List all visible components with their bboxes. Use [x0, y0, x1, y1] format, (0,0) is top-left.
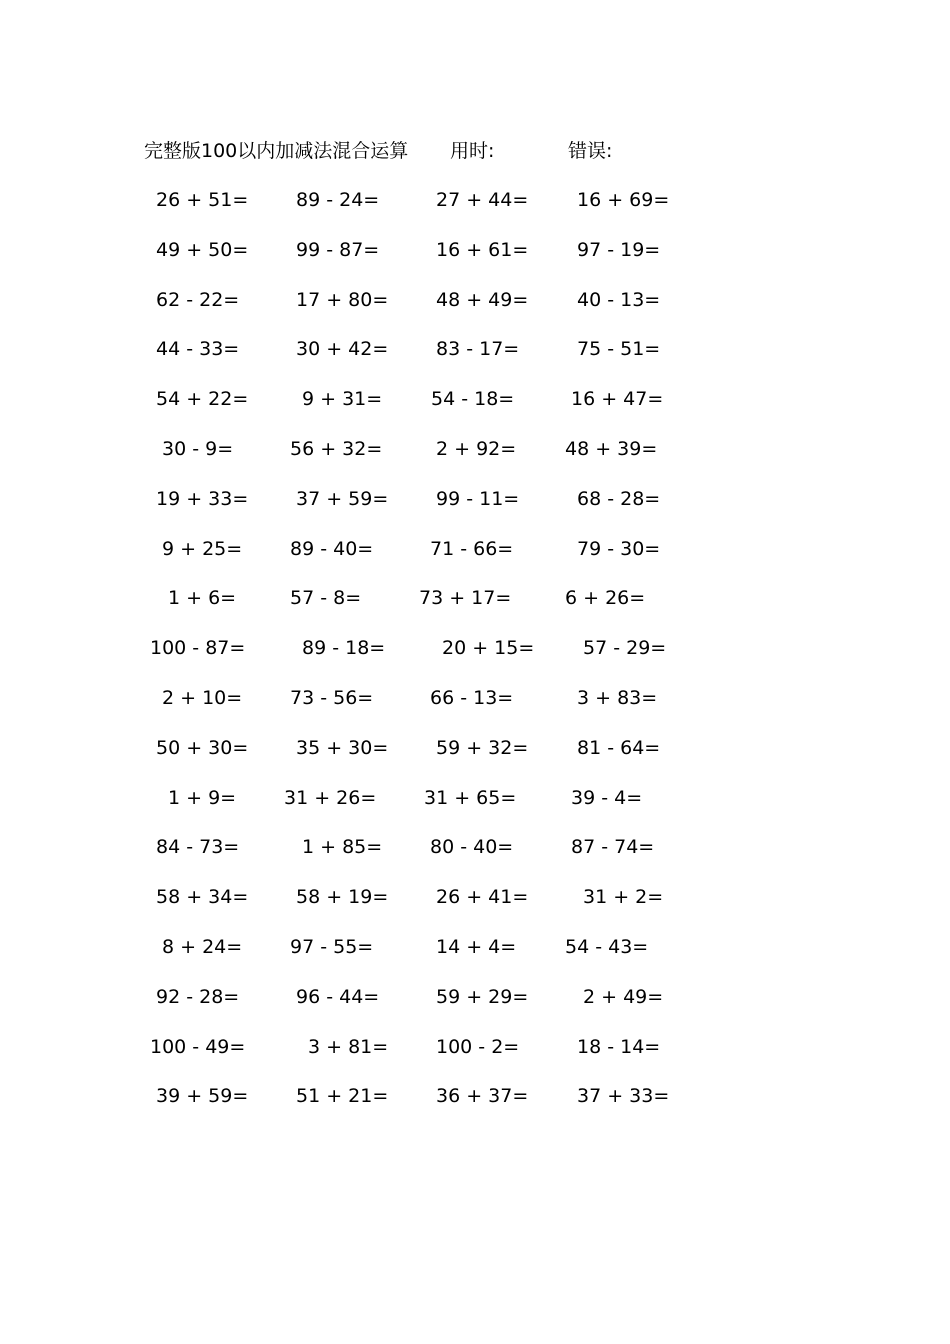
arithmetic-problem: 6 + 26=: [565, 587, 646, 610]
arithmetic-problem: 97 - 19=: [577, 238, 661, 261]
arithmetic-problem: 16 + 69=: [577, 189, 670, 211]
arithmetic-problem: 58 + 34=: [156, 886, 249, 909]
arithmetic-problem: 89 - 18=: [302, 637, 386, 660]
arithmetic-problem: 2 + 49=: [583, 985, 664, 1008]
problem-row: [0, 1032, 950, 1082]
arithmetic-problem: 73 - 56=: [290, 686, 374, 709]
arithmetic-problem: 44 - 33=: [156, 338, 240, 361]
arithmetic-problem: 100 - 49=: [150, 1035, 246, 1058]
arithmetic-problem: 80 - 40=: [430, 836, 514, 859]
problem-row: [0, 384, 950, 434]
arithmetic-problem: 50 + 30=: [156, 736, 249, 759]
arithmetic-problem: 2 + 10=: [162, 686, 243, 709]
arithmetic-problem: 100 - 87=: [150, 637, 246, 660]
arithmetic-problem: 3 + 81=: [308, 1035, 389, 1058]
arithmetic-problem: 59 + 29=: [436, 985, 529, 1008]
arithmetic-problem: 96 - 44=: [296, 985, 380, 1008]
arithmetic-problem: 59 + 32=: [436, 736, 529, 759]
arithmetic-problem: 81 - 64=: [577, 736, 661, 759]
arithmetic-problem: 3 + 83=: [577, 686, 658, 709]
problem-row: [0, 832, 950, 882]
arithmetic-problem: 16 + 61=: [436, 238, 529, 261]
arithmetic-problem: 54 + 22=: [156, 388, 249, 411]
arithmetic-problem: 9 + 31=: [302, 388, 383, 411]
arithmetic-problem: 49 + 50=: [156, 238, 249, 261]
arithmetic-problem: 71 - 66=: [430, 537, 514, 560]
arithmetic-problem: 1 + 9=: [168, 786, 237, 809]
problem-row: [0, 185, 950, 235]
arithmetic-problem: 30 - 9=: [162, 437, 234, 460]
arithmetic-problem: 18 - 14=: [577, 1035, 661, 1058]
arithmetic-problem: 87 - 74=: [571, 836, 655, 859]
arithmetic-problem: 83 - 17=: [436, 338, 520, 361]
arithmetic-problem: 57 - 29=: [583, 637, 667, 660]
arithmetic-problem: 20 + 15=: [442, 637, 535, 660]
problem-row: [0, 484, 950, 534]
arithmetic-problem: 66 - 13=: [430, 686, 514, 709]
problem-row: [0, 882, 950, 932]
arithmetic-problem: 99 - 11=: [436, 487, 520, 510]
arithmetic-problem: 84 - 73=: [156, 836, 240, 859]
worksheet-title: 完整版100以内加减法混合运算: [144, 140, 409, 162]
error-count-label: 错误:: [568, 140, 613, 162]
arithmetic-problem: 17 + 80=: [296, 288, 389, 311]
problem-row: [0, 534, 950, 584]
arithmetic-problem: 57 - 8=: [290, 587, 362, 610]
arithmetic-problem: 39 + 59=: [156, 1085, 249, 1108]
problem-row: [0, 583, 950, 633]
arithmetic-problem: 48 + 39=: [565, 437, 658, 460]
arithmetic-problem: 58 + 19=: [296, 886, 389, 909]
arithmetic-problem: 31 + 2=: [583, 886, 664, 909]
arithmetic-problem: 31 + 65=: [424, 786, 517, 809]
arithmetic-problem: 26 + 51=: [156, 189, 249, 211]
problem-row: [0, 235, 950, 285]
arithmetic-problem: 48 + 49=: [436, 288, 529, 311]
problem-row: [0, 1081, 950, 1131]
arithmetic-problem: 9 + 25=: [162, 537, 243, 560]
problem-row: [0, 633, 950, 683]
arithmetic-problem: 35 + 30=: [296, 736, 389, 759]
arithmetic-problem: 89 - 40=: [290, 537, 374, 560]
arithmetic-problem: 73 + 17=: [419, 587, 512, 610]
arithmetic-problem: 92 - 28=: [156, 985, 240, 1008]
problem-row: [0, 783, 950, 833]
arithmetic-problem: 100 - 2=: [436, 1035, 520, 1058]
problem-row: [0, 334, 950, 384]
time-used-label: 用时:: [450, 140, 495, 162]
arithmetic-problem: 97 - 55=: [290, 935, 374, 958]
problem-row: [0, 733, 950, 783]
problem-row: [0, 982, 950, 1032]
arithmetic-problem: 79 - 30=: [577, 537, 661, 560]
problem-row: [0, 932, 950, 982]
arithmetic-problem: 54 - 18=: [431, 388, 515, 411]
arithmetic-problem: 62 - 22=: [156, 288, 240, 311]
arithmetic-problem: 1 + 85=: [302, 836, 383, 859]
arithmetic-problem: 14 + 4=: [436, 935, 517, 958]
arithmetic-problem: 27 + 44=: [436, 189, 529, 211]
arithmetic-problem: 26 + 41=: [436, 886, 529, 909]
arithmetic-problem: 1 + 6=: [168, 587, 237, 610]
problem-row: [0, 285, 950, 335]
problem-row: [0, 434, 950, 484]
arithmetic-problem: 68 - 28=: [577, 487, 661, 510]
arithmetic-problem: 19 + 33=: [156, 487, 249, 510]
arithmetic-problem: 37 + 33=: [577, 1085, 670, 1108]
arithmetic-problem: 2 + 92=: [436, 437, 517, 460]
arithmetic-problem: 51 + 21=: [296, 1085, 389, 1108]
arithmetic-problem: 99 - 87=: [296, 238, 380, 261]
arithmetic-problem: 36 + 37=: [436, 1085, 529, 1108]
arithmetic-problem: 16 + 47=: [571, 388, 664, 411]
arithmetic-problem: 30 + 42=: [296, 338, 389, 361]
arithmetic-problem: 39 - 4=: [571, 786, 643, 809]
arithmetic-problem: 56 + 32=: [290, 437, 383, 460]
arithmetic-problem: 54 - 43=: [565, 935, 649, 958]
arithmetic-problem: 8 + 24=: [162, 935, 243, 958]
problem-grid: [0, 185, 950, 1131]
arithmetic-problem: 31 + 26=: [284, 786, 377, 809]
arithmetic-problem: 40 - 13=: [577, 288, 661, 311]
arithmetic-problem: 75 - 51=: [577, 338, 661, 361]
arithmetic-problem: 37 + 59=: [296, 487, 389, 510]
problem-row: [0, 683, 950, 733]
arithmetic-problem: 89 - 24=: [296, 189, 380, 211]
